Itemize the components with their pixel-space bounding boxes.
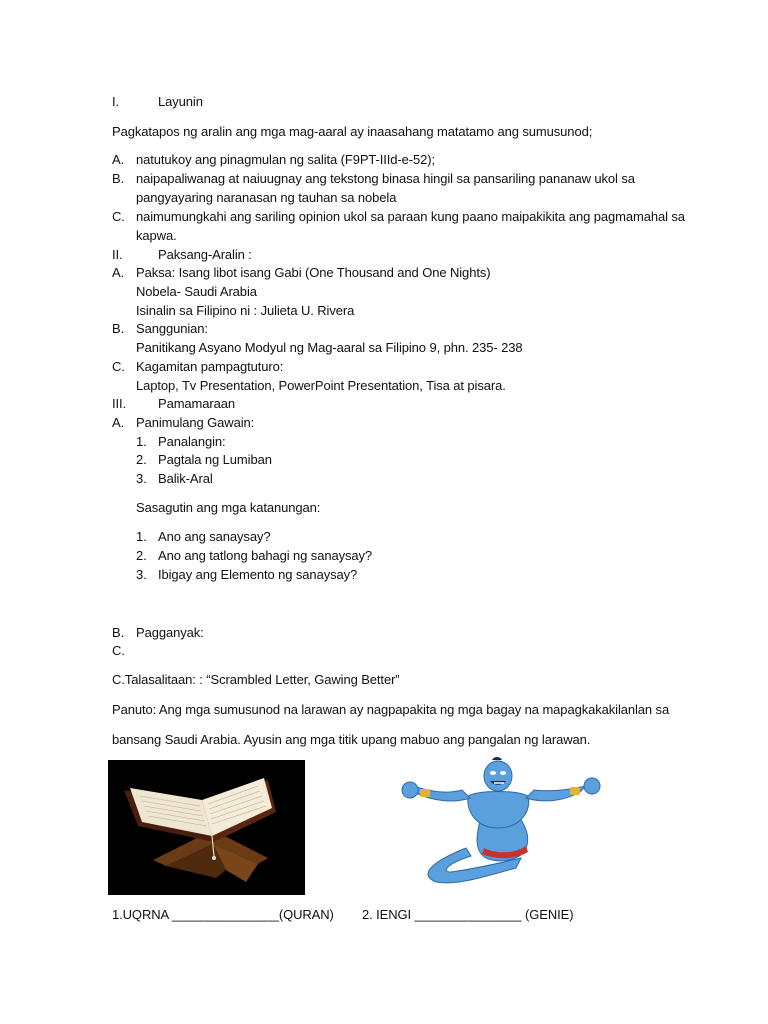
- question-2-text: Ano ang tatlong bahagi ng sanaysay?: [158, 548, 373, 563]
- objective-b-line-2: pangyayaring naranasan ng tauhan sa nobela: [136, 190, 397, 205]
- reference-label: Sanggunian:: [136, 321, 208, 336]
- section-1-title: Layunin: [158, 94, 203, 109]
- instruction-line-1: Panuto: Ang mga sumusunod na larawan ay nagpapakita ng mga bagay na mapagkakakilanlan sa: [112, 702, 670, 717]
- prelim-item-3-num: 3.: [136, 471, 147, 486]
- objective-c-line-2: kapwa.: [136, 228, 177, 243]
- section-2-title: Paksang-Aralin :: [158, 247, 252, 262]
- section-3-number: III.: [112, 396, 127, 411]
- puzzle-2-text: 2. IENGI _______________ (GENIE): [362, 907, 574, 922]
- prelim-item-2-text: Pagtala ng Lumiban: [158, 452, 272, 467]
- motivation-label: Pagganyak:: [136, 625, 204, 640]
- topic-letter: A.: [112, 265, 125, 280]
- materials-label: Kagamitan pampagtuturo:: [136, 359, 284, 374]
- intro-text: Pagkatapos ng aralin ang mga mag-aaral ay inaasahang matatamo ang sumusunod;: [112, 124, 593, 139]
- materials-letter: C.: [112, 359, 125, 374]
- genie-image: [396, 756, 606, 888]
- section-1-number: I.: [112, 94, 120, 109]
- reference-letter: B.: [112, 321, 125, 336]
- objective-c-letter: C.: [112, 209, 125, 224]
- materials-text: Laptop, Tv Presentation, PowerPoint Presentation, Tisa at pisara.: [136, 378, 506, 393]
- reference-text: Panitikang Asyano Modyul ng Mag-aaral sa Filipino 9, phn. 235- 238: [136, 340, 523, 355]
- objective-b-line-1: naipapaliwanag at naiuugnay ang tekstong binasa hingil sa pansariling pananaw ukol sa: [136, 171, 635, 186]
- prelim-item-1-num: 1.: [136, 434, 147, 449]
- topic-line-1: Paksa: Isang libot isang Gabi (One Thousand and One Nights): [136, 265, 491, 280]
- objective-b-letter: B.: [112, 171, 125, 186]
- topic-line-2: Nobela- Saudi Arabia: [136, 284, 257, 299]
- prelim-letter: A.: [112, 415, 125, 430]
- objective-a-text: natutukoy ang pinagmulan ng salita (F9PT-IIId-e-52);: [136, 152, 436, 167]
- question-2-num: 2.: [136, 548, 147, 563]
- section-2-number: II.: [112, 247, 123, 262]
- prelim-label: Panimulang Gawain:: [136, 415, 255, 430]
- c-blank-letter: C.: [112, 643, 125, 658]
- motivation-letter: B.: [112, 625, 125, 640]
- question-1-text: Ano ang sanaysay?: [158, 529, 271, 544]
- prelim-item-1-text: Panalangin:: [158, 434, 226, 449]
- prelim-item-3-text: Balik-Aral: [158, 471, 213, 486]
- topic-line-3: Isinalin sa Filipino ni : Julieta U. Rivera: [136, 303, 355, 318]
- question-1-num: 1.: [136, 529, 147, 544]
- question-3-text: Ibigay ang Elemento ng sanaysay?: [158, 567, 358, 582]
- objective-a-letter: A.: [112, 152, 125, 167]
- section-3-title: Pamamaraan: [158, 396, 236, 411]
- quran-book-image: [108, 760, 305, 895]
- puzzle-1-text: 1.UQRNA _______________(QURAN): [112, 907, 334, 922]
- instruction-line-2: bansang Saudi Arabia. Ayusin ang mga titik upang mabuo ang pangalan ng larawan.: [112, 732, 591, 747]
- objective-c-line-1: naimumungkahi ang sariling opinion ukol sa paraan kung paano maipakikita ang pagmamahal sa: [136, 209, 685, 224]
- prelim-item-2-num: 2.: [136, 452, 147, 467]
- question-3-num: 3.: [136, 567, 147, 582]
- vocabulary-title: C.Talasalitaan: : “Scrambled Letter, Gawing Better”: [112, 672, 400, 687]
- answer-prompt: Sasagutin ang mga katanungan:: [136, 500, 321, 515]
